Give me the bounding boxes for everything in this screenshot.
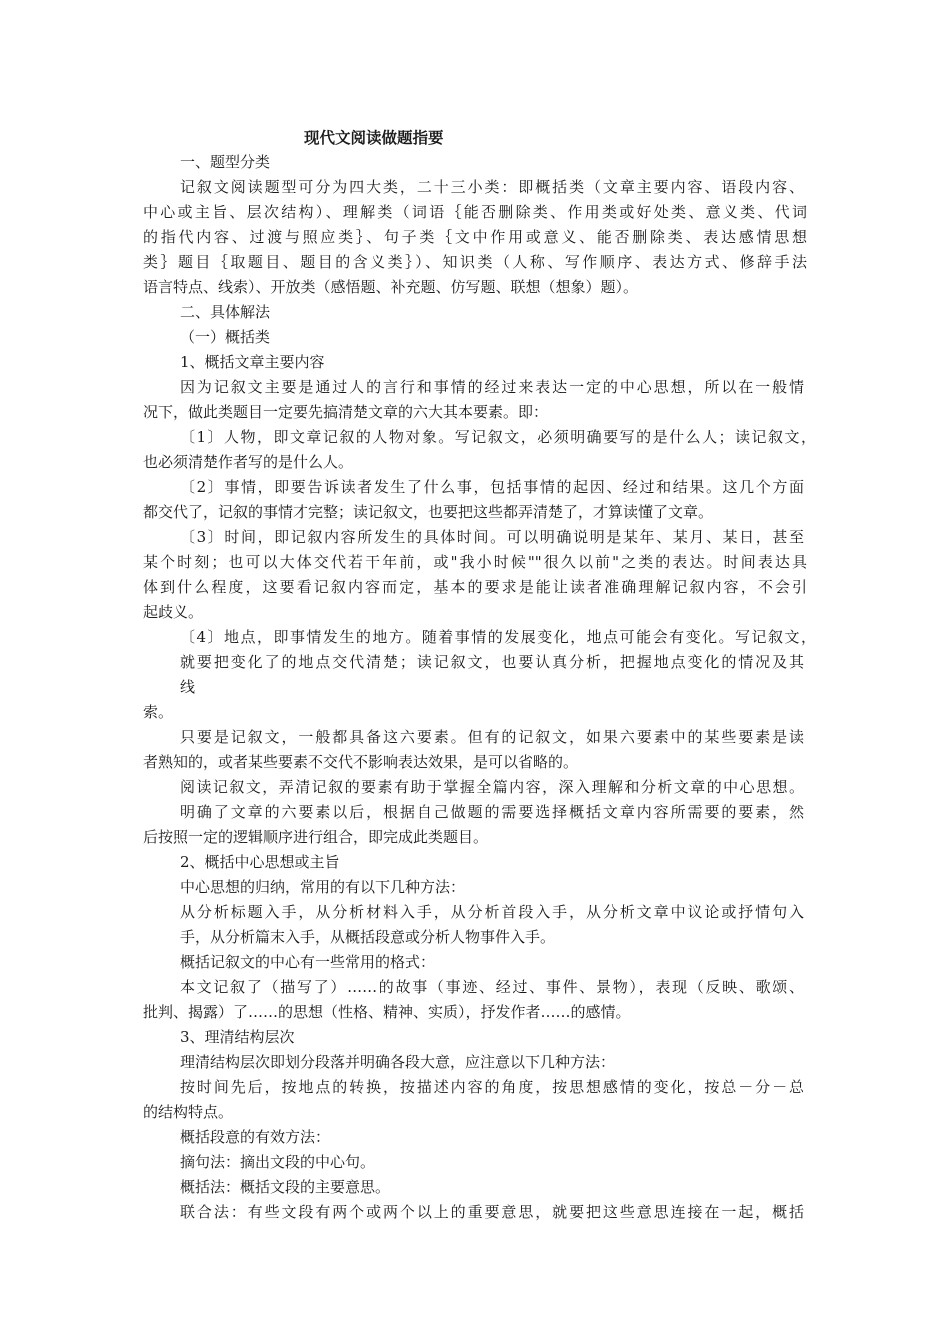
text-line: 中心思想的归纳，常用的有以下几种方法： xyxy=(180,878,466,896)
text-line: 本文记叙了（描写了）……的故事（事迹、经过、事件、景物），表现（反映、歌颂、 xyxy=(180,978,804,996)
text-line: 概括段意的有效方法： xyxy=(180,1128,331,1146)
text-line: 就要把变化了的地点交代清楚；读记叙文，也要认真分析，把握地点变化的情况及其 xyxy=(180,653,804,671)
text-line: 摘句法：摘出文段的中心句。 xyxy=(180,1153,376,1171)
text-line: 联合法：有些文段有两个或两个以上的重要意思，就要把这些意思连接在一起，概括 xyxy=(180,1203,804,1221)
section-heading: 一、题型分类 xyxy=(180,153,271,171)
text-line: 按时间先后，按地点的转换，按描述内容的角度，按思想感情的变化，按总－分－总 xyxy=(180,1078,804,1096)
text-line: 从分析标题入手，从分析材料入手，从分析首段入手，从分析文章中议论或抒情句入 xyxy=(180,903,804,921)
text-line: 者熟知的，或者某些要素不交代不影响表达效果，是可以省略的。 xyxy=(143,753,579,771)
text-line: 〔4〕地点，即事情发生的地方。随着事情的发展变化，地点可能会有变化。写记叙文， xyxy=(180,628,816,646)
subsection-heading: 2、概括中心思想或主旨 xyxy=(180,853,340,871)
text-line: 类｝题目｛取题目、题目的含义类｝）、知识类（人称、写作顺序、表达方式、修辞手法 xyxy=(143,253,807,271)
text-line: 阅读记叙文，弄清记叙的要素有助于掌握全篇内容，深入理解和分析文章的中心思想。 xyxy=(180,778,804,796)
text-line: 记叙文阅读题型可分为四大类，二十三小类：即概括类（文章主要内容、语段内容、 xyxy=(180,178,804,196)
text-line: 因为记叙文主要是通过人的言行和事情的经过来表达一定的中心思想，所以在一般情 xyxy=(180,378,804,396)
text-line: 况下，做此类题目一定要先搞清楚文章的六大其本要素。即： xyxy=(143,403,549,421)
text-line: 〔2〕事情，即要告诉读者发生了什么事，包括事情的起因、经过和结果。这几个方面 xyxy=(180,478,804,496)
text-line: 也必须清楚作者写的是什么人。 xyxy=(143,453,354,471)
text-line: 批判、揭露）了……的思想（性格、精神、实质），抒发作者……的感情。 xyxy=(143,1003,631,1021)
subsection-heading: 1、概括文章主要内容 xyxy=(180,353,325,371)
section-heading: 二、具体解法 xyxy=(180,303,271,321)
text-line: 的指代内容、过渡与照应类｝、句子类｛文中作用或意义、能否删除类、表达感情思想 xyxy=(143,228,807,246)
subsection-heading: 3、理清结构层次 xyxy=(180,1028,295,1046)
text-line: 概括记叙文的中心有一些常用的格式： xyxy=(180,953,436,971)
text-line: 起歧义。 xyxy=(143,603,204,621)
text-line: 理清结构层次即划分段落并明确各段大意，应注意以下几种方法： xyxy=(180,1053,616,1071)
text-line: 语言特点、线索）、开放类（感悟题、补充题、仿写题、联想（想象）题）。 xyxy=(143,278,639,296)
text-line: 手，从分析篇末入手，从概括段意或分析人物事件入手。 xyxy=(180,928,556,946)
text-line: 的结构特点。 xyxy=(143,1103,234,1121)
text-line: 概括法：概括文段的主要意思。 xyxy=(180,1178,391,1196)
text-line: 后按照一定的逻辑顺序进行组合，即完成此类题目。 xyxy=(143,828,489,846)
text-line: 索。 xyxy=(143,703,174,721)
text-line: 只要是记叙文，一般都具备这六要素。但有的记叙文，如果六要素中的某些要素是读 xyxy=(180,728,804,746)
text-line: 中心或主旨、层次结构）、理解类（词语｛能否删除类、作用类或好处类、意义类、代词 xyxy=(143,203,807,221)
text-line: 都交代了，记叙的事情才完整；读记叙文，也要把这些都弄清楚了，才算读懂了文章。 xyxy=(143,503,714,521)
subsection-heading: （一）概括类 xyxy=(180,328,271,346)
text-line: 某个时刻；也可以大体交代若干年前，或"我小时候""很久以前"之类的表达。时间表达具 xyxy=(143,553,807,571)
text-line: 线 xyxy=(180,678,196,696)
text-line: 〔1〕人物，即文章记叙的人物对象。写记叙文，必须明确要写的是什么人；读记叙文， xyxy=(180,428,816,446)
text-line: 〔3〕时间，即记叙内容所发生的具体时间。可以明确说明是某年、某月、某日，甚至 xyxy=(180,528,804,546)
text-line: 明确了文章的六要素以后，根据自己做题的需要选择概括文章内容所需要的要素，然 xyxy=(180,803,804,821)
document-title: 现代文阅读做题指要 xyxy=(304,128,444,147)
text-line: 体到什么程度，这要看记叙内容而定，基本的要求是能让读者准确理解记叙内容，不会引 xyxy=(143,578,807,596)
